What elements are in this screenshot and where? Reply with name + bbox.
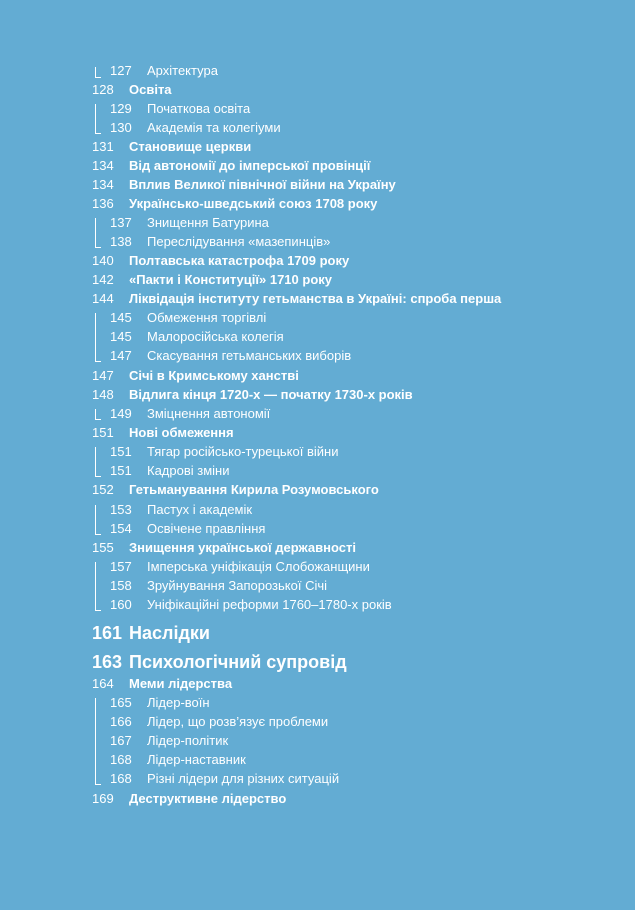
entry-title: Переслідування «мазепинців» [147, 234, 331, 249]
subsection-bracket [95, 505, 101, 535]
entry-title: Січі в Кримському ханстві [129, 368, 299, 383]
subsection-bracket [95, 313, 101, 362]
entry-title: Психологічний супровід [129, 652, 347, 672]
page-number: 153 [110, 502, 132, 517]
page-number: 165 [110, 695, 132, 710]
page-number: 151 [110, 444, 132, 459]
entry-title: Освічене правління [147, 521, 266, 536]
page-number: 134 [92, 177, 114, 192]
page-number: 136 [92, 196, 114, 211]
entry-title: Від автономії до імперської провінції [129, 158, 371, 173]
page-number: 151 [92, 425, 114, 440]
entry-title: Імперська уніфікація Слобожанщини [147, 559, 370, 574]
page-number: 166 [110, 714, 132, 729]
entry-title: Українсько-шведський союз 1708 року [129, 196, 378, 211]
entry-title: Полтавська катастрофа 1709 року [129, 253, 350, 268]
page-number: 151 [110, 463, 132, 478]
subsection-bracket [95, 447, 101, 477]
page-number: 147 [92, 368, 114, 383]
entry-title: «Пакти і Конституції» 1710 року [129, 272, 332, 287]
page-number: 142 [92, 272, 114, 287]
entry-title: Лідер-політик [147, 733, 229, 748]
entry-title: Зміцнення автономії [147, 406, 271, 421]
page-number: 131 [92, 139, 114, 154]
entry-title: Початкова освіта [147, 101, 251, 116]
entry-title: Пастух і академік [147, 502, 253, 517]
entry-title: Знищення Батурина [147, 215, 269, 230]
entry-title: Академія та колегіуми [147, 120, 281, 135]
subsection-bracket [95, 409, 101, 420]
page-number: 140 [92, 253, 114, 268]
subsection-bracket [95, 698, 101, 785]
entry-title: Архітектура [147, 63, 218, 78]
page-number: 149 [110, 406, 132, 421]
page-number: 138 [110, 234, 132, 249]
page-number: 148 [92, 387, 114, 402]
page-number: 144 [92, 291, 114, 306]
page-number: 145 [110, 329, 132, 344]
page-number: 130 [110, 120, 132, 135]
page-number: 137 [110, 215, 132, 230]
entry-title: Освіта [129, 82, 172, 97]
page-number: 163 [92, 652, 123, 672]
page-number: 127 [110, 63, 132, 78]
page-number: 129 [110, 101, 132, 116]
page-number: 147 [110, 348, 132, 363]
page-number: 169 [92, 791, 114, 806]
entry-title: Малоросійська колегія [147, 329, 284, 344]
page-number: 158 [110, 578, 132, 593]
page-number: 168 [110, 752, 132, 767]
entry-title: Наслідки [129, 623, 210, 643]
entry-title: Різні лідери для різних ситуацій [147, 771, 340, 786]
entry-title: Становище церкви [129, 139, 252, 154]
entry-title: Деструктивне лідерство [129, 791, 287, 806]
page-number: 128 [92, 82, 114, 97]
subsection-bracket [95, 104, 101, 134]
entry-title: Ліквідація інституту гетьманства в Україні: спроба перша [129, 291, 502, 306]
page-number: 168 [110, 771, 132, 786]
page-number: 145 [110, 310, 132, 325]
entry-title: Обмеження торгівлі [147, 310, 267, 325]
page-number: 154 [110, 521, 132, 536]
entry-title: Нові обмеження [129, 425, 234, 440]
entry-title: Тягар російсько-турецької війни [147, 444, 339, 459]
page-number: 161 [92, 623, 123, 643]
entry-title: Уніфікаційні реформи 1760–1780-х років [147, 597, 392, 612]
subsection-bracket [95, 218, 101, 248]
entry-title: Кадрові зміни [147, 463, 230, 478]
entry-title: Лідер, що розв’язує проблеми [147, 714, 329, 729]
page-number: 134 [92, 158, 114, 173]
entry-title: Скасування гетьманських виборів [147, 348, 352, 363]
page-number: 167 [110, 733, 132, 748]
entry-title: Лідер-наставник [147, 752, 246, 767]
page-number: 152 [92, 482, 114, 497]
page-number: 164 [92, 676, 114, 691]
entry-title: Лідер-воїн [147, 695, 210, 710]
subsection-bracket [95, 562, 101, 611]
entry-title: Меми лідерства [129, 676, 233, 691]
entry-title: Гетьманування Кирила Розумовського [129, 482, 379, 497]
entry-title: Знищення української державності [129, 540, 356, 555]
entry-title: Вплив Великої північної війни на Україну [129, 177, 396, 192]
entry-title: Відлига кінця 1720-х — початку 1730-х років [129, 387, 413, 402]
page-number: 160 [110, 597, 132, 612]
page-number: 155 [92, 540, 114, 555]
page-number: 157 [110, 559, 132, 574]
entry-title: Зруйнування Запорозької Січі [147, 578, 328, 593]
subsection-bracket [95, 67, 101, 78]
